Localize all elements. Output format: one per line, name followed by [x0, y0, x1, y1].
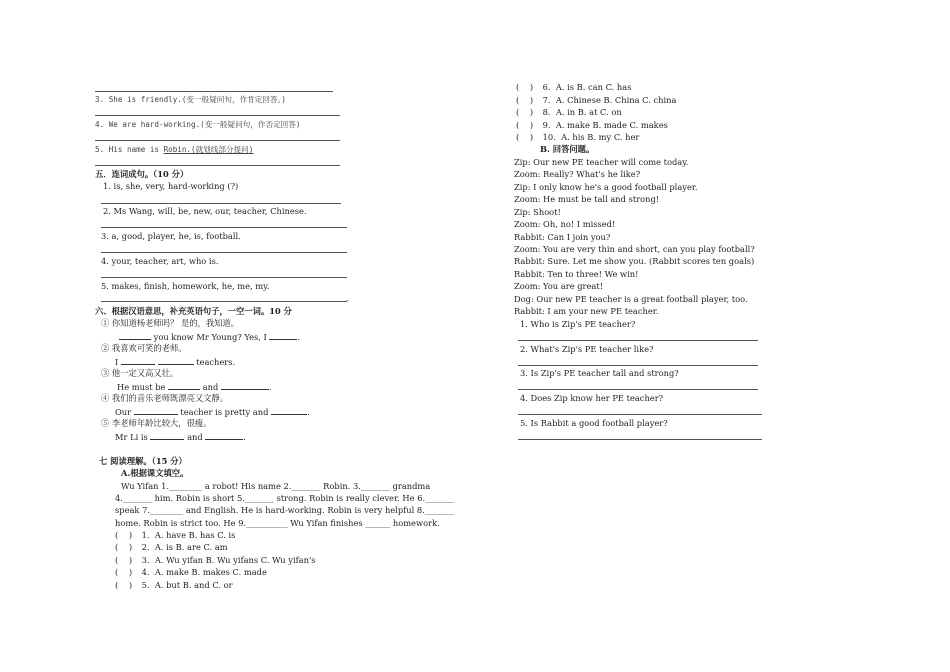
transform-item-5	[95, 144, 253, 155]
passage-line-4: home. Robin is strict too. He 9.__________ Wu Yifan finishes ______ homework.	[115, 518, 440, 528]
answer-paren[interactable]: ( )	[516, 107, 534, 117]
answer-paren[interactable]: ( )	[516, 95, 534, 105]
cn-sentence-4: ④ 我们的音乐老师既漂亮又文静。	[101, 393, 229, 403]
answer-paren[interactable]: ( )	[516, 120, 534, 130]
part-b-title: B. 回答问题。	[540, 144, 595, 154]
en-sentence-1: you know Mr Young? Yes, I .	[119, 331, 300, 343]
dialogue-line: Zip: Shoot!	[514, 207, 561, 217]
word-order-item-4: 4. your, teacher, art, who is.	[101, 256, 219, 266]
answer-line	[95, 115, 340, 116]
dialogue-line: Zip: I only know he's a good football player.	[514, 182, 698, 192]
blank[interactable]	[121, 356, 155, 365]
choice-row: ( ) 1. A. have B. has C. is	[115, 530, 236, 540]
cn-sentence-5: ⑤ 李老师年龄比较大，很瘦。	[101, 418, 212, 428]
transform-item-4: 4. We are hard-working.(变一般疑问句，作否定回答)	[95, 120, 301, 129]
end-mark: .	[346, 293, 349, 303]
answer-line	[101, 203, 341, 204]
word-order-item-1: 1. is, she, very, hard-working (?)	[103, 181, 239, 191]
question-1: 1. Who is Zip's PE teacher?	[520, 319, 636, 329]
cn-sentence-1: ① 你知道杨老师吗？ 是的，我知道。	[101, 318, 240, 328]
dialogue-line: Zoom: You are very thin and short, can you play football?	[514, 244, 755, 254]
blank[interactable]	[221, 381, 269, 390]
choice-row: ( ) 7. A. Chinese B. China C. china	[516, 95, 677, 105]
answer-line[interactable]	[518, 414, 762, 415]
transform-item-5-text: 5. His name is	[95, 145, 164, 154]
transform-item-3: 3. She is friendly.(变一般疑问句，作肯定回答。)	[95, 95, 286, 104]
answer-paren[interactable]: ( )	[115, 542, 133, 552]
answer-line[interactable]	[518, 365, 758, 366]
blank[interactable]	[119, 331, 151, 340]
choice-row: ( ) 3. A. Wu yifan B. Wu yifans C. Wu yifan's	[115, 555, 316, 565]
en-sentence-5: Mr Li is and .	[115, 432, 246, 442]
section-5-title: 五．连词成句。（10 分）	[95, 169, 189, 179]
answer-paren[interactable]: ( )	[115, 530, 133, 540]
answer-line	[95, 165, 340, 166]
passage-line-3: speak 7.________ and English. He is hard-working. Robin is very helpful 8._______	[115, 505, 454, 515]
answer-paren[interactable]: ( )	[516, 82, 534, 92]
dialogue-line: Rabbit: I am your new PE teacher.	[514, 306, 659, 316]
word-order-item-5: 5. makes, finish, homework, he, me, my.	[101, 281, 270, 291]
question-2: 2. What's Zip's PE teacher like?	[520, 344, 654, 354]
blank[interactable]	[158, 356, 194, 365]
dialogue-line: Rabbit: Can I join you?	[514, 232, 611, 242]
dialogue-line: Rabbit: Ten to three! We win!	[514, 269, 639, 279]
answer-paren[interactable]: ( )	[516, 132, 534, 142]
choice-row: ( ) 6. A. is B. can C. has	[516, 82, 632, 92]
answer-paren[interactable]: ( )	[115, 567, 133, 577]
section-6-title: 六、根据汉语意思，补充英语句子，一空一词。10 分	[95, 306, 292, 316]
answer-line[interactable]	[518, 340, 758, 341]
dialogue-line: Dog: Our new PE teacher is a great football player, too.	[514, 294, 748, 304]
dialogue-line: Zoom: You are great!	[514, 281, 604, 291]
answer-line	[101, 227, 347, 228]
answer-line	[101, 277, 347, 278]
blank[interactable]	[134, 406, 178, 415]
en-sentence-3: He must be and .	[117, 382, 272, 392]
blank[interactable]	[271, 406, 307, 415]
answer-line	[101, 301, 347, 302]
part-a-title: A.根据课文填空。	[121, 468, 189, 478]
answer-line	[101, 252, 347, 253]
question-4: 4. Does Zip know her PE teacher?	[520, 393, 664, 403]
answer-line[interactable]	[518, 439, 762, 440]
blank[interactable]	[205, 431, 243, 440]
blank[interactable]	[269, 331, 297, 340]
answer-line[interactable]	[518, 389, 758, 390]
underlined-part: Robin.(就划线部分提问)	[163, 145, 254, 154]
passage-line-1: Wu Yifan 1.________ a robot! His name 2._______ Robin. 3._______ grandma	[121, 481, 431, 491]
choice-row: ( ) 10. A. his B. my C. her	[516, 132, 640, 142]
en-sentence-4: Our teacher is pretty and .	[115, 407, 310, 417]
dialogue-line: Zoom: Really? What's he like?	[514, 169, 641, 179]
choice-row: ( ) 2. A. is B. are C. am	[115, 542, 228, 552]
choice-row: ( ) 9. A. make B. made C. makes	[516, 120, 668, 130]
blank[interactable]	[150, 431, 184, 440]
choice-row: ( ) 5. A. but B. and C. or	[115, 580, 233, 590]
answer-line	[95, 140, 340, 141]
cn-sentence-2: ② 我喜欢可笑的老师。	[101, 343, 187, 353]
answer-paren[interactable]: ( )	[115, 580, 133, 590]
answer-line	[95, 91, 333, 92]
choice-row: ( ) 4. A. make B. makes C. made	[115, 567, 267, 577]
choice-row: ( ) 8. A. in B. at C. on	[516, 107, 622, 117]
dialogue-line: Zoom: He must be tall and strong!	[514, 194, 660, 204]
question-3: 3. Is Zip's PE teacher tall and strong?	[520, 368, 679, 378]
dialogue-line: Zip: Our new PE teacher will come today.	[514, 157, 689, 167]
blank[interactable]	[168, 381, 200, 390]
answer-paren[interactable]: ( )	[115, 555, 133, 565]
cn-sentence-3: ③ 他一定又高又壮。	[101, 368, 179, 378]
dialogue-line: Zoom: Oh, no! I missed!	[514, 219, 616, 229]
en-sentence-2: I teachers.	[115, 357, 236, 367]
section-7-title: 七 阅读理解。（15 分）	[99, 456, 187, 466]
word-order-item-2: 2. Ms Wang, will, be, new, our, teacher, Chinese.	[103, 206, 307, 216]
passage-line-2: 4._______ him. Robin is short 5._______ strong. Robin is really clever. He 6._______	[115, 493, 455, 503]
question-5: 5. Is Rabbit a good football player?	[520, 418, 668, 428]
dialogue-line: Rabbit: Sure. Let me show you. (Rabbit scores ten goals)	[514, 256, 755, 266]
word-order-item-3: 3. a, good, player, he, is, football.	[101, 231, 241, 241]
